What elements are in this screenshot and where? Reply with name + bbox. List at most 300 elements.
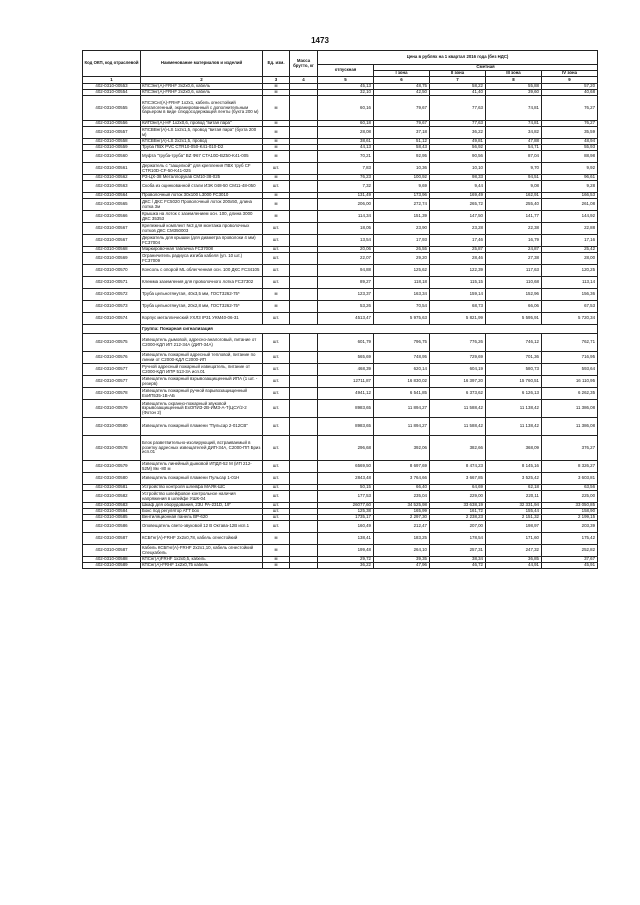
item-mass xyxy=(290,289,318,301)
table-row xyxy=(83,491,598,503)
zone-4-price: 8 326,27 xyxy=(542,461,598,473)
release-price: 28,08 xyxy=(318,127,374,139)
zone-2-price: 5 821,99 xyxy=(430,313,486,325)
zone-1-price: 5 975,63 xyxy=(374,313,430,325)
item-name: КИПЭнг(А)-HF 1х2х0,6, провод "витая пара" xyxy=(141,121,263,127)
zone-2-price: 3 667,85 xyxy=(430,473,486,485)
zone-4-price: 593,64 xyxy=(542,364,598,376)
item-name: КПСЭнг(А)-FRHF 3х2х0,6, кабель xyxy=(141,84,263,90)
item-name: Скоба из оцинкованной стали ИЭК 048-50 СМ11-48-050 xyxy=(141,181,263,193)
zone-2-price: 6 373,62 xyxy=(430,388,486,400)
zone-1-price: 34 525,98 xyxy=(374,503,430,509)
release-price: 20,06 xyxy=(318,247,374,253)
zone-1-price: 173,96 xyxy=(374,193,430,199)
item-unit: шт. xyxy=(263,388,290,400)
zone-3-price: 15 760,51 xyxy=(486,376,542,388)
item-unit: м xyxy=(263,289,290,301)
table-row xyxy=(83,253,598,265)
item-unit: шт. xyxy=(263,461,290,473)
item-name: Извещатель пожарный ручной взрывозащищенный ExИП535-1В-АБ xyxy=(141,388,263,400)
item-code: 402-0310-00578 xyxy=(83,436,141,461)
item-code: 402-0310-00563 xyxy=(83,181,141,193)
item-unit: м xyxy=(263,533,290,545)
item-mass xyxy=(290,301,318,313)
item-name: КСБГнг(А)-FRHF 2х2х0,78, кабель огнестойкий xyxy=(141,533,263,545)
item-name: Оповещатель свето-звуковой 12 В Октава-12В исп.1 xyxy=(141,521,263,533)
item-name: РЗ-ЦХ-38 Металлорукав СМ10-38-025 xyxy=(141,175,263,181)
zone-2-price: 16 397,20 xyxy=(430,376,486,388)
zone-1-price: 70,54 xyxy=(374,301,430,313)
zone-2-price: 604,19 xyxy=(430,364,486,376)
zone-1-price: 235,04 xyxy=(374,491,430,503)
zone-1-price: 272,74 xyxy=(374,199,430,211)
zone-1-price: 8 697,69 xyxy=(374,461,430,473)
item-unit: шт. xyxy=(263,181,290,193)
item-unit: шт. xyxy=(263,376,290,388)
column-number: 1 xyxy=(83,77,141,84)
zone-2-price: 11 588,42 xyxy=(430,418,486,436)
zone-4-price: 96,61 xyxy=(542,175,598,181)
item-unit: шт. xyxy=(263,473,290,485)
zone-2-price: 729,69 xyxy=(430,352,486,364)
item-unit: м xyxy=(263,175,290,181)
table-row xyxy=(83,199,598,211)
zone-2-price: 10,10 xyxy=(430,163,486,175)
table-body xyxy=(83,84,598,569)
table-row xyxy=(83,400,598,418)
zone-1-price: 37,18 xyxy=(374,127,430,139)
item-unit: шт. xyxy=(263,436,290,461)
zone-2-price: 257,31 xyxy=(430,545,486,557)
zone-2-price: 64,69 xyxy=(430,485,486,491)
release-price: 38,61 xyxy=(318,139,374,145)
zone-2-price: 776,26 xyxy=(430,334,486,352)
zone-2-price: 36,22 xyxy=(430,127,486,139)
zone-2-price: 115,15 xyxy=(430,277,486,289)
zone-3-price: 16,79 xyxy=(486,235,542,247)
zone-4-price: 22,88 xyxy=(542,223,598,235)
table-row xyxy=(83,151,598,163)
item-mass xyxy=(290,563,318,569)
table-row xyxy=(83,235,598,247)
item-unit: шт. xyxy=(263,334,290,352)
zone-1-price: 118,18 xyxy=(374,277,430,289)
item-name: Извещатель охранно-пожарный звуковой взрывозащищенный ExОПИЗ-2В-ИМЗ-А-Т(ЦСУ/2-2 (Фотон 2) xyxy=(141,400,263,418)
item-code: 402-0310-00557 xyxy=(83,127,141,139)
release-price: 8983,65 xyxy=(318,400,374,418)
zone-1-price: 264,10 xyxy=(374,545,430,557)
group-row xyxy=(83,325,598,334)
item-unit: м xyxy=(263,139,290,145)
zone-1-price: 66,40 xyxy=(374,485,430,491)
zone-4-price: 40,68 xyxy=(542,90,598,96)
zone-2-price: 77,63 xyxy=(430,121,486,127)
release-price: 177,53 xyxy=(318,491,374,503)
item-name: Клемма заземления для проволочного лотка FC37302 xyxy=(141,277,263,289)
release-price: 29,72 xyxy=(318,557,374,563)
header-estimated: Сметная xyxy=(374,65,598,71)
item-code: 402-0310-00561 xyxy=(83,163,141,175)
release-price: 44,13 xyxy=(318,145,374,151)
zone-2-price: 229,00 xyxy=(430,491,486,503)
zone-3-price: 746,12 xyxy=(486,334,542,352)
item-unit: шт. xyxy=(263,485,290,491)
table-row xyxy=(83,533,598,545)
item-mass xyxy=(290,545,318,557)
zone-2-price: 9,44 xyxy=(430,181,486,193)
item-unit: шт. xyxy=(263,503,290,509)
zone-2-price: 2 238,23 xyxy=(430,515,486,521)
item-mass xyxy=(290,211,318,223)
zone-1-price: 2 297,30 xyxy=(374,515,430,521)
item-unit: м xyxy=(263,127,290,139)
zone-3-price: 110,68 xyxy=(486,277,542,289)
item-mass xyxy=(290,253,318,265)
table-row xyxy=(83,223,598,235)
table-row xyxy=(83,163,598,175)
zone-4-price: 144,92 xyxy=(542,211,598,223)
release-price: 76,23 xyxy=(318,175,374,181)
zone-3-price: 74,81 xyxy=(486,96,542,121)
zone-1-price: 42,50 xyxy=(374,90,430,96)
header-price-title: Цена в рублях на 1 квартал 2016 года (без НДС) xyxy=(318,51,598,65)
zone-4-price: 28,00 xyxy=(542,253,598,265)
release-price: 45,13 xyxy=(318,84,374,90)
release-price: 131,49 xyxy=(318,193,374,199)
item-name: Извещатель пожарный пламени "Пульсар 2-012СВ" xyxy=(141,418,263,436)
release-price: 6569,50 xyxy=(318,461,374,473)
table-row xyxy=(83,461,598,473)
item-unit: шт. xyxy=(263,253,290,265)
item-code: 402-0310-00555 xyxy=(83,96,141,121)
zone-3-price: 66,06 xyxy=(486,301,542,313)
zone-4-price: 376,27 xyxy=(542,436,598,461)
zone-3-price: 8 145,16 xyxy=(486,461,542,473)
item-name: КПСВВнг(А)-LS 2х2х1,5, провод xyxy=(141,139,263,145)
item-mass xyxy=(290,364,318,376)
header-mass: Масса брутто, кг xyxy=(290,51,318,77)
zone-1-price: 39,35 xyxy=(374,557,430,563)
item-code: 402-0310-00574 xyxy=(83,313,141,325)
zone-2-price: 265,72 xyxy=(430,199,486,211)
item-unit: м xyxy=(263,193,290,199)
item-mass xyxy=(290,313,318,325)
item-name: Блок разветвительно-изолирующий, встраиваемый в розетку адресных извещателей ДИП-34А, С2000-ПП Бриз исп.01 xyxy=(141,436,263,461)
item-code: 402-0310-00588 xyxy=(83,557,141,563)
item-unit: шт. xyxy=(263,509,290,515)
item-name: Труба цельнотянутая, 40х3,5 мм, ГОСТ3262-75* xyxy=(141,289,263,301)
zone-3-price: 87,04 xyxy=(486,151,542,163)
zone-1-price: 620,14 xyxy=(374,364,430,376)
release-price: 70,21 xyxy=(318,151,374,163)
zone-2-price: 169,49 xyxy=(430,193,486,199)
header-zone-4: IV зона xyxy=(542,71,598,77)
item-code: 402-0310-00580 xyxy=(83,473,141,485)
item-name: Труба цельнотянутая, 20х2,8 мм, ГОСТ3262-75* xyxy=(141,301,263,313)
release-price: 53,26 xyxy=(318,301,374,313)
zone-1-price: 163,34 xyxy=(374,289,430,301)
zone-3-price: 220,11 xyxy=(486,491,542,503)
zone-1-price: 23,90 xyxy=(374,223,430,235)
item-unit: шт. xyxy=(263,400,290,418)
header-code: Код ОКП, код отраслевой xyxy=(83,51,141,77)
release-price: 296,68 xyxy=(318,436,374,461)
item-mass xyxy=(290,388,318,400)
release-price: 94,88 xyxy=(318,265,374,277)
zone-2-price: 161,72 xyxy=(430,509,486,515)
release-price: 4513,47 xyxy=(318,313,374,325)
item-code: 402-0310-00560 xyxy=(83,151,141,163)
zone-4-price: 45,91 xyxy=(542,563,598,569)
item-code: 402-0310-00572 xyxy=(83,289,141,301)
item-name: Извещатель дымовой, адресно-аналоговый, питание от С2000-КДЛ ИП 212-34А (ДИП-34А) xyxy=(141,334,263,352)
zone-4-price: 11 386,08 xyxy=(542,418,598,436)
zone-1-price: 47,96 xyxy=(374,563,430,569)
header-release-price: отпускная xyxy=(318,65,374,77)
zone-4-price: 252,82 xyxy=(542,545,598,557)
release-price: 12711,87 xyxy=(318,376,374,388)
zone-4-price: 3 603,81 xyxy=(542,473,598,485)
item-mass xyxy=(290,223,318,235)
item-code: 402-0310-00553 xyxy=(83,84,141,90)
price-table xyxy=(82,50,598,569)
zone-1-price: 48,75 xyxy=(374,84,430,90)
column-number: 6 xyxy=(374,77,430,84)
item-mass xyxy=(290,199,318,211)
zone-3-price: 36,85 xyxy=(486,557,542,563)
zone-3-price: 2 151,32 xyxy=(486,515,542,521)
item-mass xyxy=(290,265,318,277)
item-mass xyxy=(290,235,318,247)
item-name: Извещатель пожарный пламени Пульсар 1-01Н xyxy=(141,473,263,485)
item-mass xyxy=(290,436,318,461)
item-unit: шт. xyxy=(263,418,290,436)
item-unit: шт. xyxy=(263,364,290,376)
item-code: 402-0310-00573 xyxy=(83,301,141,313)
zone-4-price: 35,59 xyxy=(542,127,598,139)
zone-1-price: 392,06 xyxy=(374,436,430,461)
item-code: 402-0310-00569 xyxy=(83,253,141,265)
item-name: Устройство контроля шлейфа МАЯК-ШС xyxy=(141,485,263,491)
zone-1-price: 29,20 xyxy=(374,253,430,265)
zone-1-price: 26,55 xyxy=(374,247,430,253)
release-price: 4941,12 xyxy=(318,388,374,400)
item-unit: шт. xyxy=(263,521,290,533)
item-name: Шкаф для оборудования, 23U PA-231D, 19" xyxy=(141,503,263,509)
zone-2-price: 56,92 xyxy=(430,145,486,151)
zone-2-price: 41,40 xyxy=(430,90,486,96)
zone-4-price: 5 720,34 xyxy=(542,313,598,325)
item-code: 402-0310-00570 xyxy=(83,265,141,277)
table-row xyxy=(83,96,598,121)
zone-1-price: 58,43 xyxy=(374,145,430,151)
zone-1-price: 11 894,27 xyxy=(374,400,430,418)
item-name: КПСЭСнг(А)-FRHF 1х2х1, кабель огнестойкий безгалогенный, экранированный с дополнительным барьером в виде слюдосодержащей ленты (бухта 200 м) xyxy=(141,96,263,121)
item-unit: м xyxy=(263,90,290,96)
item-name: Бокс под регулятор АТТ box xyxy=(141,509,263,515)
zone-3-price: 39,60 xyxy=(486,90,542,96)
item-name: Ручной адресный пожарный извещатель, питание от С2000-КДЛ ИПР 513-3А исп.01 xyxy=(141,364,263,376)
release-price: 7,83 xyxy=(318,163,374,175)
zone-4-price: 76,27 xyxy=(542,121,598,127)
release-price: 114,34 xyxy=(318,211,374,223)
release-price: 60,18 xyxy=(318,121,374,127)
zone-3-price: 24,87 xyxy=(486,247,542,253)
zone-2-price: 77,63 xyxy=(430,96,486,121)
zone-4-price: 76,27 xyxy=(542,96,598,121)
item-name: Проволочный лоток 30х100 L3000 FC3010 xyxy=(141,193,263,199)
item-code: 402-0310-00586 xyxy=(83,521,141,533)
table-row xyxy=(83,211,598,223)
item-code: 402-0310-00579 xyxy=(83,400,141,418)
item-code: 402-0310-00564 xyxy=(83,193,141,199)
zone-4-price: 9,92 xyxy=(542,163,598,175)
item-name: Муфта "труба-труба" BZ Ф67 CTA10D-BZ50-K41-005 xyxy=(141,151,263,163)
item-name: Ограничитель радиуса изгиба кабеля (уп. 10 шт.) FC37009 xyxy=(141,253,263,265)
zone-4-price: 113,14 xyxy=(542,277,598,289)
table-row xyxy=(83,388,598,400)
column-number: 5 xyxy=(318,77,374,84)
release-price: 206,00 xyxy=(318,199,374,211)
item-mass xyxy=(290,491,318,503)
item-code: 402-0310-00565 xyxy=(83,199,141,211)
zone-1-price: 9,69 xyxy=(374,181,430,193)
zone-1-price: 92,95 xyxy=(374,151,430,163)
table-row xyxy=(83,277,598,289)
zone-1-price: 3 764,66 xyxy=(374,473,430,485)
group-code-cell xyxy=(83,325,141,334)
zone-4-price: 2 199,15 xyxy=(542,515,598,521)
zone-2-price: 178,54 xyxy=(430,533,486,545)
table-row xyxy=(83,545,598,557)
item-mass xyxy=(290,418,318,436)
header-zone-3: III зона xyxy=(486,71,542,77)
zone-3-price: 3 525,42 xyxy=(486,473,542,485)
zone-3-price: 27,38 xyxy=(486,253,542,265)
zone-3-price: 162,91 xyxy=(486,193,542,199)
item-mass xyxy=(290,151,318,163)
item-mass xyxy=(290,473,318,485)
item-mass xyxy=(290,127,318,139)
zone-2-price: 17,46 xyxy=(430,235,486,247)
item-name: Маркировочная табличка FC37008 xyxy=(141,247,263,253)
zone-3-price: 34,82 xyxy=(486,127,542,139)
item-mass xyxy=(290,533,318,545)
item-code: 402-0310-00567 xyxy=(83,235,141,247)
zone-4-price: 63,56 xyxy=(542,485,598,491)
item-name: Корпус металлический УХЛ3 IP31 УКМ40-06-31 xyxy=(141,313,263,325)
zone-1-price: 79,67 xyxy=(374,96,430,121)
release-price: 2843,48 xyxy=(318,473,374,485)
zone-3-price: 141,77 xyxy=(486,211,542,223)
zone-3-price: 9,08 xyxy=(486,181,542,193)
zone-4-price: 67,53 xyxy=(542,301,598,313)
item-unit: м xyxy=(263,121,290,127)
zone-2-price: 90,56 xyxy=(430,151,486,163)
column-number: 7 xyxy=(430,77,486,84)
item-code: 402-0310-00581 xyxy=(83,485,141,491)
release-price: 18,05 xyxy=(318,223,374,235)
table-row xyxy=(83,289,598,301)
item-code: 402-0310-00577 xyxy=(83,376,141,388)
zone-3-price: 155,44 xyxy=(486,509,542,515)
zone-3-price: 94,51 xyxy=(486,175,542,181)
table-row xyxy=(83,334,598,352)
table-row xyxy=(83,352,598,364)
release-price: 1735,17 xyxy=(318,515,374,521)
item-code: 402-0310-00558 xyxy=(83,139,141,145)
zone-2-price: 122,39 xyxy=(430,265,486,277)
zone-4-price: 120,25 xyxy=(542,265,598,277)
zone-4-price: 37,67 xyxy=(542,557,598,563)
zone-3-price: 55,88 xyxy=(486,84,542,90)
zone-4-price: 88,98 xyxy=(542,151,598,163)
item-name: Извещатель пожарный адресный тепловой, питание по линии от С2000-КДЛ С2000-ИП xyxy=(141,352,263,364)
zone-3-price: 117,63 xyxy=(486,265,542,277)
table-row xyxy=(83,436,598,461)
zone-2-price: 8 474,23 xyxy=(430,461,486,473)
zone-4-price: 25,42 xyxy=(542,247,598,253)
release-price: 60,16 xyxy=(318,96,374,121)
zone-3-price: 62,18 xyxy=(486,485,542,491)
zone-1-price: 212,47 xyxy=(374,521,430,533)
item-code: 402-0310-00577 xyxy=(83,364,141,376)
column-number: 2 xyxy=(141,77,263,84)
item-code: 402-0310-00582 xyxy=(83,491,141,503)
item-code: 402-0310-00589 xyxy=(83,563,141,569)
table-row xyxy=(83,181,598,193)
zone-4-price: 55,93 xyxy=(542,145,598,151)
item-unit: м xyxy=(263,545,290,557)
item-code: 402-0310-00580 xyxy=(83,418,141,436)
release-price: 7,32 xyxy=(318,181,374,193)
item-code: 402-0310-00587 xyxy=(83,533,141,545)
release-price: 26077,60 xyxy=(318,503,374,509)
zone-4-price: 48,94 xyxy=(542,139,598,145)
table-row xyxy=(83,376,598,388)
item-name: Держатель для крышки (для диаметра проволоки 4 мм) FC37004 xyxy=(141,235,263,247)
item-mass xyxy=(290,352,318,364)
item-unit: шт. xyxy=(263,277,290,289)
item-code: 402-0310-00585 xyxy=(83,515,141,521)
item-name: Устройство шлейфовое контрольное наличия напряжения в шлейфе УШК-04 xyxy=(141,491,263,503)
column-number: 9 xyxy=(542,77,598,84)
zone-1-price: 16 830,02 xyxy=(374,376,430,388)
header-zone-1: I зона xyxy=(374,71,430,77)
zone-4-price: 9,28 xyxy=(542,181,598,193)
item-unit: м xyxy=(263,84,290,90)
release-price: 22,07 xyxy=(318,253,374,265)
item-mass xyxy=(290,376,318,388)
zone-3-price: 11 138,42 xyxy=(486,400,542,418)
table-row xyxy=(83,473,598,485)
item-unit: м xyxy=(263,563,290,569)
item-name: ДКС / ДКС FC5020 Проволочный лоток 200х50, длина лотка 3м xyxy=(141,199,263,211)
item-name: Извещатель пожарный взрывозащищенный ИПА (1 шт. - резерв) xyxy=(141,376,263,388)
release-price: 50,15 xyxy=(318,485,374,491)
item-unit: шт. xyxy=(263,247,290,253)
zone-4-price: 33 050,85 xyxy=(542,503,598,509)
item-name: КПСнг(А)FRHF 1х2х0,5, кабель xyxy=(141,557,263,563)
zone-2-price: 11 588,42 xyxy=(430,400,486,418)
item-mass xyxy=(290,400,318,418)
zone-2-price: 49,81 xyxy=(430,139,486,145)
zone-2-price: 159,14 xyxy=(430,289,486,301)
item-code: 402-0310-00567 xyxy=(83,223,141,235)
table-row xyxy=(83,364,598,376)
item-name: Кабель КСБГнг(А)-FRHF 2х2х1,10, кабель огнестойкий Спецкабель xyxy=(141,545,263,557)
zone-3-price: 255,40 xyxy=(486,199,542,211)
